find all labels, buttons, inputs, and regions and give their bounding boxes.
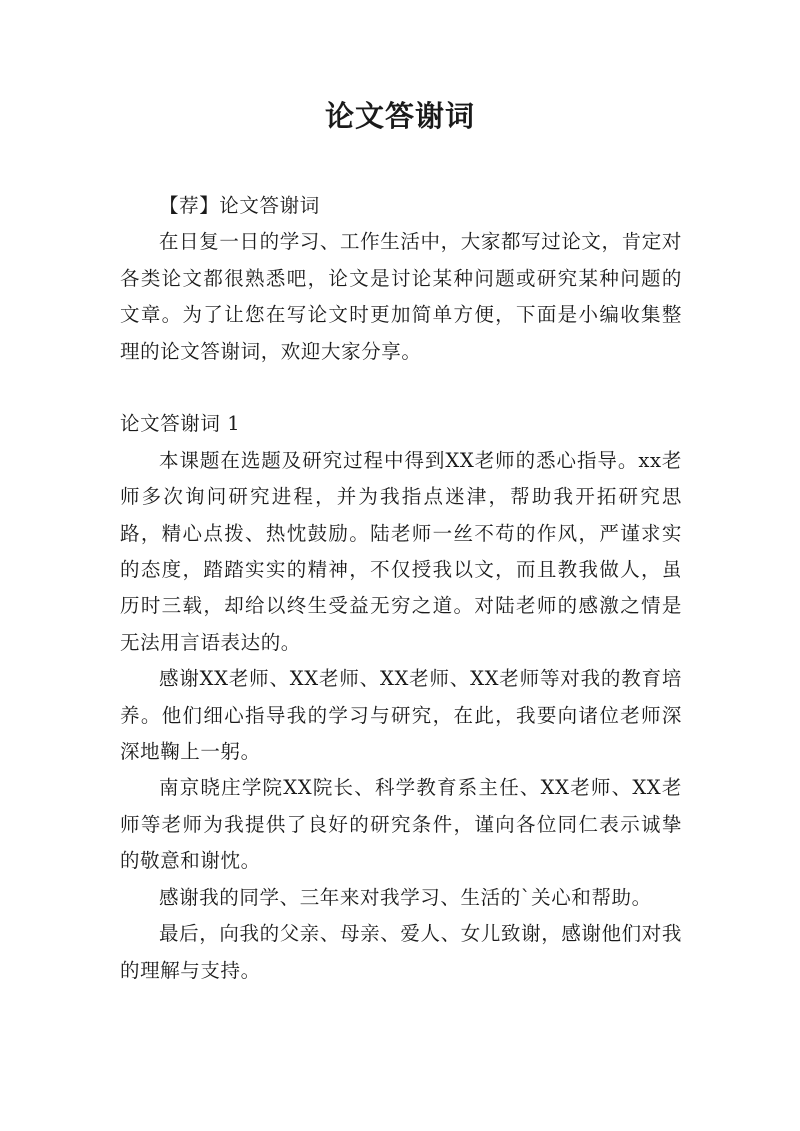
- body-paragraph: 感谢我的同学、三年来对我学习、生活的`关心和帮助。: [159, 885, 652, 909]
- document-title: 论文答谢词: [324, 99, 475, 133]
- document-body: [120, 188, 682, 989]
- paragraph-spacer: [120, 370, 682, 406]
- body-paragraph: 南京晓庄学院XX院长、科学教育系主任、XX老师、XX老师等老师为我提供了良好的研究条件，谨向各位同仁表示诚挚的敬意和谢忱。: [120, 776, 682, 873]
- intro-paragraph: 在日复一日的学习、工作生活中，大家都写过论文，肯定对各类论文都很熟悉吧，论文是讨论某种问题或研究某种问题的文章。为了让您在写论文时更加简单方便，下面是小编收集整理的论文答谢词，欢迎大家分享。: [120, 230, 682, 363]
- body-paragraph: 感谢XX老师、XX老师、XX老师、XX老师等对我的教育培养。他们细心指导我的学习与研究，在此，我要向诸位老师深深地鞠上一躬。: [120, 667, 682, 764]
- body-paragraph: 本课题在选题及研究过程中得到XX老师的悉心指导。xx老师多次询问研究进程，并为我指点迷津，帮助我开拓研究思路，精心点拨、热忱鼓励。陆老师一丝不苟的作风，严谨求实的态度，踏踏实实的精神，不仅授我以文，而且教我做人，虽历时三载，却给以终生受益无穷之道。对陆老师的感激之情是无法用言语表达的。: [120, 448, 682, 654]
- body-paragraph: 最后，向我的父亲、母亲、爱人、女儿致谢，感谢他们对我的理解与支持。: [120, 922, 682, 982]
- section-heading: 论文答谢词 1: [120, 412, 241, 436]
- recommend-line: 【荐】论文答谢词: [159, 194, 320, 217]
